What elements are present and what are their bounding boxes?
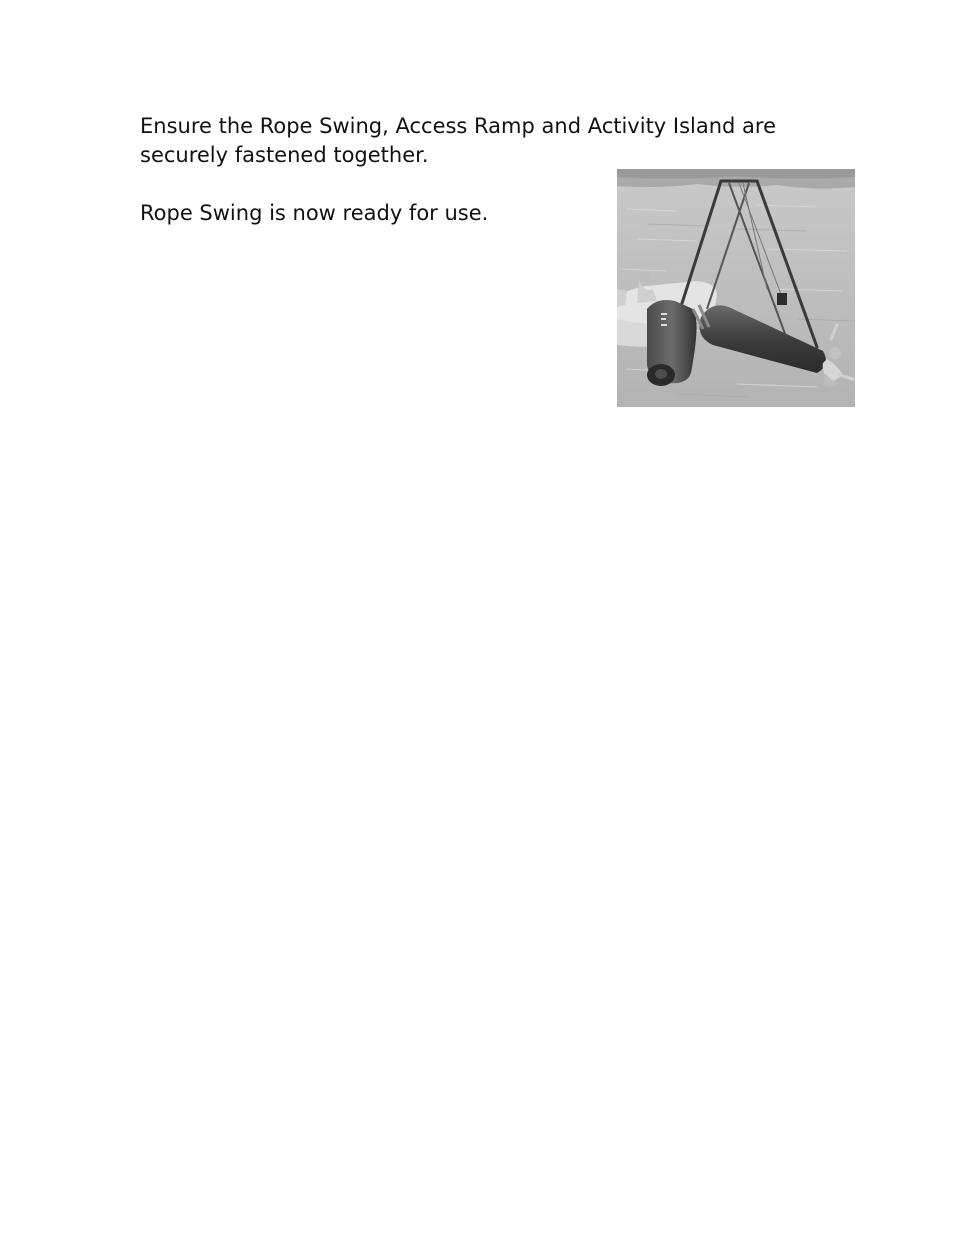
instruction-fasten-text: Ensure the Rope Swing, Access Ramp and Activity Island are securely fastened together. xyxy=(140,114,777,167)
rope-swing-photo xyxy=(617,169,855,407)
instruction-ready-text: Rope Swing is now ready for use. xyxy=(140,201,489,225)
